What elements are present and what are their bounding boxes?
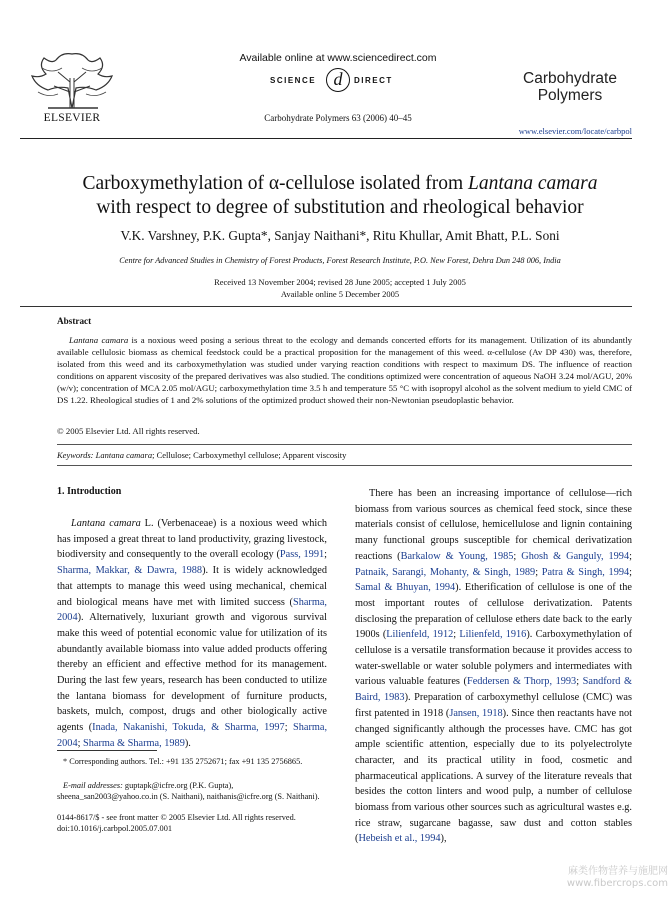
intro-right-text: ). Etherification of cellulose is one of the most important routes of cellulose derivatization. Patents disclosing the preparation of cellulose ethers date back to the early 1900s ( bbox=[355, 582, 633, 641]
title-line1-a: Carboxymethylation of α-cellulose isolated from bbox=[82, 173, 469, 194]
intro-right-text: ; bbox=[513, 550, 522, 562]
intro-left-text: ). bbox=[184, 737, 191, 749]
footnote-rule bbox=[57, 750, 157, 751]
sd-logo-mark: d bbox=[326, 68, 350, 92]
intro-right-citation-link[interactable]: Ghosh & Ganguly, 1994 bbox=[521, 550, 630, 562]
intro-right-citation-link[interactable]: Lilienfeld, 1916 bbox=[459, 629, 527, 641]
intro-right-text: There has been an increasing importance of cellulose—rich biomass from various sources as chemical feed stock, since these materials consist of cellulose, hemicellulose and lignin containing many functional groups susceptible for chemical derivatization reactions ( bbox=[355, 488, 632, 562]
abstract-text bbox=[57, 334, 632, 407]
intro-right-citation-link[interactable]: Patnaik, Sarangi, Mohanty, & Singh, 1989 bbox=[355, 566, 536, 578]
intro-left-text: ). Alternatively, luxuriant growth and vigorous survival make this weed of potential economic value for utilization of its abundantly available biomass into value added products offering thereby an efficient and effective method for its management. During the last few years, research has been conducted to utilize the lantana biomass for development of furniture products, baskets, mulch, compost, drugs and other biologically active agents ( bbox=[57, 612, 327, 734]
intro-right-citation-link[interactable]: Sandford & Baird, 1983 bbox=[355, 676, 632, 704]
intro-right-citation-link[interactable]: Patra & Singh, 1994 bbox=[541, 566, 630, 578]
received-dates bbox=[60, 276, 620, 300]
abstract-rule bbox=[20, 306, 632, 307]
intro-left-citation-link[interactable]: Sharma & Sharma, 1989 bbox=[83, 737, 185, 749]
issn-doi bbox=[57, 812, 327, 834]
abstract-body: is a noxious weed posing a serious threat to the ecology and demands concerted efforts for its management. Utilization of its abundantly available cellulosic biomass as chemical feedstock could be a practical proposition for the management of this weed. α-cellulose (Av DP 430) was, therefore, isolated from this weed and its carboxymethylation was studied under varying reaction conditions with respect to maximum DS. The influence of reaction conditions on apparent viscosity of the prepared derivatives was also studied. The conditions optimized were concentration of aqueous NaOH 3.24 mol/AGU, 20% (w/v); concentration of MCA 2.05 mol/AGU; carboxymethylation time 3.5 h and temperature 55 °C with isopropyl alcohol as the solvent medium to yield CMC of DS 1.22. Rheological studies of 1 and 2% solutions of the optimized product showed their non-Newtonian pseudoplastic behavior. bbox=[57, 335, 632, 406]
intro-left-text: L. (Verbenaceae) is a noxious weed which has imposed a great threat to land productivity, grazing livestock, biodiversity and consequently to the overall ecology ( bbox=[57, 518, 327, 561]
journal-url-link[interactable]: www.elsevier.com/locate/carbpol bbox=[518, 126, 632, 136]
watermark-line2: www.fibercrops.com bbox=[566, 878, 668, 889]
left-column bbox=[57, 486, 327, 752]
journal-name bbox=[510, 70, 630, 104]
affiliation: Centre for Advanced Studies in Chemistry of Forest Products, Forest Research Institute, P.O. New Forest, Dehra Dun 248 006, India bbox=[119, 256, 561, 265]
email-footnote bbox=[57, 780, 327, 802]
title-line2: with respect to degree of substitution and rheological behavior bbox=[96, 197, 584, 218]
intro-left-text: ). It is widely acknowledged that attempts to manage this weed using mechanical, chemical and biological means have met with limited success ( bbox=[57, 565, 327, 608]
email-addresses: guptapk@icfre.org (P.K. Gupta), sheena_san2003@yahoo.co.in (S. Naithani), naithanis@icfre.org (S. Naithani). bbox=[57, 781, 320, 801]
sd-logo-right: DIRECT bbox=[354, 76, 393, 85]
section-heading-introduction: 1. Introduction bbox=[57, 486, 122, 497]
keyword-species: Lantana camara bbox=[95, 450, 153, 460]
corresponding-author-footnote: * Corresponding authors. Tel.: +91 135 2752671; fax +91 135 2756865. bbox=[63, 757, 303, 766]
journal-name-line2: Polymers bbox=[537, 87, 603, 104]
doi-line: doi:10.1016/j.carbpol.2005.07.001 bbox=[57, 824, 172, 833]
keywords-label: Keywords: bbox=[57, 450, 94, 460]
email-label: E-mail addresses: bbox=[63, 781, 123, 790]
intro-right-text: ). Carboxymethylation of cellulose is a versatile transformation because it provides access to water-swellable or water soluble polymers and intermediates with various valuable features ( bbox=[355, 629, 633, 688]
intro-right-citation-link[interactable]: Barkalow & Young, 1985 bbox=[400, 550, 514, 562]
abstract-copyright: © 2005 Elsevier Ltd. All rights reserved. bbox=[57, 426, 200, 436]
site-watermark bbox=[538, 866, 668, 890]
received-line: Received 13 November 2004; revised 28 June 2005; accepted 1 July 2005 bbox=[214, 277, 466, 287]
publisher-name: ELSEVIER bbox=[43, 112, 101, 124]
issn-line: 0144-8617/$ - see front matter © 2005 Elsevier Ltd. All rights reserved. bbox=[57, 813, 296, 822]
keywords-rule-top bbox=[57, 444, 632, 445]
sciencedirect-logo-icon bbox=[270, 68, 406, 94]
intro-paragraph-2 bbox=[355, 486, 632, 847]
intro-right-text: ). Preparation of carboxymethyl cellulose (CMC) was first patented in 1918 ( bbox=[355, 692, 633, 719]
sd-logo-left: SCIENCE bbox=[270, 76, 317, 85]
keywords-rest: ; Cellulose; Carboxymethyl cellulose; Apparent viscosity bbox=[152, 450, 347, 460]
available-online-text: Available online at www.sciencedirect.com bbox=[239, 52, 437, 64]
right-column bbox=[355, 486, 632, 847]
intro-right-text: ; bbox=[535, 566, 542, 578]
intro-left-text: ; bbox=[77, 737, 84, 749]
title-line1-species: Lantana camara bbox=[468, 173, 598, 194]
journal-name-line1: Carbohydrate bbox=[523, 70, 617, 87]
abstract-lead-species: Lantana camara bbox=[69, 335, 129, 345]
article-title bbox=[40, 172, 640, 220]
keywords-rule-bottom bbox=[57, 465, 632, 466]
intro-right-text: ). Since then reactants have not changed significantly although the processes have. CMC has got ample scientific attention, especially due to its polyelectrolyte character, and its practical utility in food, cosmetic and pharmaceutical applications. A survey of the literature reveals that besides the cotton linters and wood pulp, a number of cellulose biomass from various other sources such as agricultural wastes e.g. rice straw, sugarcane bagasse, saw dust and cotton stables ( bbox=[355, 707, 632, 845]
intro-right-citation-link[interactable]: Lilienfeld, 1912 bbox=[386, 629, 454, 641]
intro-left-citation-link[interactable]: Sharma, Makkar, & Dawra, 1988 bbox=[57, 565, 203, 577]
watermark-line1: 麻类作物营养与施肥网 bbox=[568, 866, 668, 877]
intro-left-citation-link[interactable]: Inada, Nakanishi, Tokuda, & Sharma, 1997 bbox=[92, 722, 285, 734]
author-list: V.K. Varshney, P.K. Gupta*, Sanjay Naithani*, Ritu Khullar, Amit Bhatt, P.L. Soni bbox=[120, 228, 560, 243]
intro-left-text: ; bbox=[284, 722, 293, 734]
available-online-date: Available online 5 December 2005 bbox=[280, 289, 400, 299]
intro-left-text: ; bbox=[324, 549, 328, 561]
intro-right-text: ; bbox=[629, 566, 633, 578]
journal-citation: Carbohydrate Polymers 63 (2006) 40–45 bbox=[264, 113, 412, 123]
intro-paragraph-1 bbox=[57, 516, 327, 752]
intro-right-citation-link[interactable]: Hebeish et al., 1994 bbox=[358, 833, 441, 845]
intro-right-text: ; bbox=[576, 676, 583, 688]
intro-right-citation-link[interactable]: Feddersen & Thorp, 1993 bbox=[466, 676, 577, 688]
intro-right-text: ; bbox=[629, 550, 632, 562]
intro-right-citation-link[interactable]: Jansen, 1918 bbox=[449, 707, 503, 719]
intro-right-citation-link[interactable]: Samal & Bhuyan, 1994 bbox=[355, 582, 456, 594]
intro-left-citation-link[interactable]: Sharma, 2004 bbox=[57, 596, 327, 624]
header-rule bbox=[20, 138, 632, 139]
intro-left-citation-link[interactable]: Sharma, 2004 bbox=[57, 722, 328, 749]
intro-left-italic-term: Lantana camara bbox=[71, 518, 141, 529]
intro-right-text: ; bbox=[453, 629, 460, 641]
intro-right-text: ), bbox=[440, 833, 447, 845]
abstract-heading: Abstract bbox=[57, 316, 92, 326]
intro-left-citation-link[interactable]: Pass, 1991 bbox=[279, 549, 325, 561]
keywords-line bbox=[57, 450, 346, 460]
